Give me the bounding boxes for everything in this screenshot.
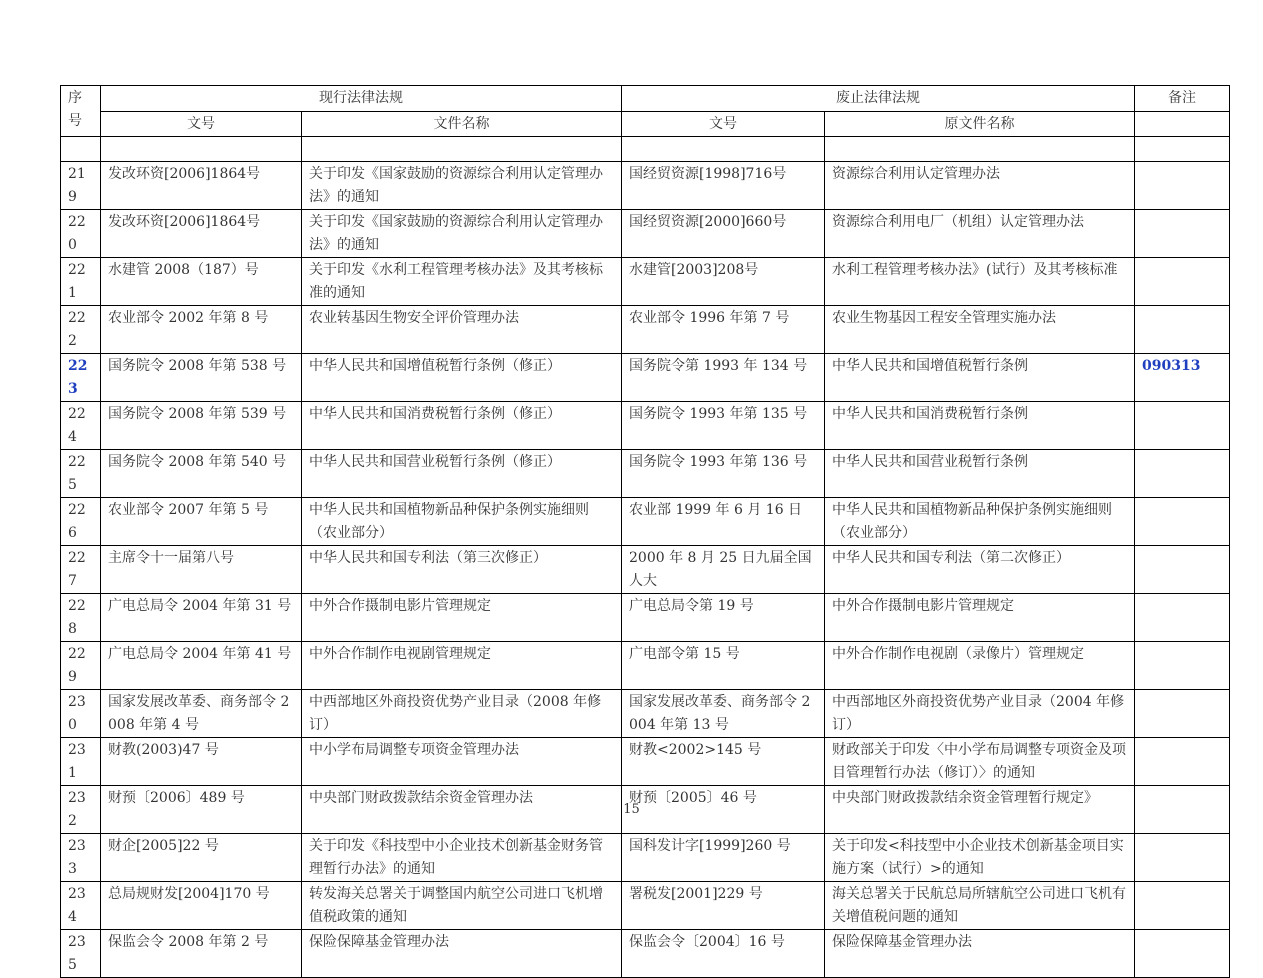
abolished-file-name-cell: 中华人民共和国植物新品种保护条例实施细则（农业部分） [825,498,1135,546]
current-doc-no-cell: 财企[2005]22 号 [101,834,302,882]
abolished-file-name-cell: 海关总署关于民航总局所辖航空公司进口飞机有关增值税问题的通知 [825,882,1135,930]
seq-cell: 223 [61,354,101,402]
current-doc-no-cell: 国务院令 2008 年第 539 号 [101,402,302,450]
header-current-group: 现行法律法规 [101,86,622,112]
abolished-doc-no-cell: 保监会令〔2004〕16 号 [622,930,825,978]
abolished-doc-no-cell: 农业部令 1996 年第 7 号 [622,306,825,354]
header-seq: 序号 [61,86,101,137]
seq-cell: 226 [61,498,101,546]
table-row [61,834,1230,882]
current-doc-no-cell: 总局规财发[2004]170 号 [101,882,302,930]
table-row [61,642,1230,690]
table-row [61,450,1230,498]
abolished-doc-no-cell: 农业部 1999 年 6 月 16 日 [622,498,825,546]
abolished-doc-no-cell: 财预〔2005〕46 号 [622,786,825,834]
seq-cell: 228 [61,594,101,642]
remark-cell [1135,834,1230,882]
abolished-file-name-cell: 财政部关于印发〈中小学布局调整专项资金及项目管理暂行办法（修订）〉的通知 [825,738,1135,786]
header-row-2 [61,111,1230,137]
blank-row [61,137,1230,162]
header-abolished-doc-no: 文号 [622,111,825,137]
remark-cell [1135,882,1230,930]
remark-cell [1135,450,1230,498]
law-table [60,85,1230,978]
remark-cell [1135,690,1230,738]
abolished-file-name-cell: 农业生物基因工程安全管理实施办法 [825,306,1135,354]
blank-cell [101,137,302,162]
abolished-doc-no-cell: 国家发展改革委、商务部令 2004 年第 13 号 [622,690,825,738]
abolished-doc-no-cell: 国经贸资源[1998]716号 [622,162,825,210]
current-file-name-cell: 中央部门财政拨款结余资金管理办法 [302,786,622,834]
current-file-name-cell: 中外合作摄制电影片管理规定 [302,594,622,642]
remark-cell [1135,594,1230,642]
abolished-file-name-cell: 关于印发<科技型中小企业技术创新基金项目实施方案（试行）>的通知 [825,834,1135,882]
abolished-file-name-cell: 中西部地区外商投资优势产业目录（2004 年修订） [825,690,1135,738]
blank-cell [622,137,825,162]
abolished-doc-no-cell: 国务院令第 1993 年 134 号 [622,354,825,402]
current-doc-no-cell: 国务院令 2008 年第 538 号 [101,354,302,402]
abolished-doc-no-cell: 广电总局令第 19 号 [622,594,825,642]
abolished-file-name-cell: 中外合作摄制电影片管理规定 [825,594,1135,642]
table-row [61,306,1230,354]
table-row [61,738,1230,786]
current-file-name-cell: 中华人民共和国消费税暂行条例（修正） [302,402,622,450]
remark-cell [1135,258,1230,306]
current-doc-no-cell: 国家发展改革委、商务部令 2008 年第 4 号 [101,690,302,738]
header-current-doc-no: 文号 [101,111,302,137]
abolished-file-name-cell: 中华人民共和国营业税暂行条例 [825,450,1135,498]
table-row [61,498,1230,546]
abolished-file-name-cell: 资源综合利用认定管理办法 [825,162,1135,210]
remark-cell [1135,498,1230,546]
table-row [61,162,1230,210]
abolished-file-name-cell: 中华人民共和国专利法（第二次修正） [825,546,1135,594]
abolished-doc-no-cell: 水建管[2003]208号 [622,258,825,306]
seq-cell: 222 [61,306,101,354]
seq-cell: 227 [61,546,101,594]
remark-cell: 090313 [1135,354,1230,402]
seq-cell: 229 [61,642,101,690]
abolished-doc-no-cell: 国经贸资源[2000]660号 [622,210,825,258]
abolished-file-name-cell: 中外合作制作电视剧（录像片）管理规定 [825,642,1135,690]
current-file-name-cell: 关于印发《国家鼓励的资源综合利用认定管理办法》的通知 [302,210,622,258]
seq-cell: 221 [61,258,101,306]
seq-cell: 234 [61,882,101,930]
abolished-doc-no-cell: 署税发[2001]229 号 [622,882,825,930]
header-current-file-name: 文件名称 [302,111,622,137]
seq-cell: 231 [61,738,101,786]
current-file-name-cell: 转发海关总署关于调整国内航空公司进口飞机增值税政策的通知 [302,882,622,930]
abolished-file-name-cell: 中华人民共和国增值税暂行条例 [825,354,1135,402]
current-file-name-cell: 中华人民共和国营业税暂行条例（修正） [302,450,622,498]
current-file-name-cell: 中华人民共和国增值税暂行条例（修正） [302,354,622,402]
blank-cell [1135,137,1230,162]
seq-cell: 219 [61,162,101,210]
current-file-name-cell: 中西部地区外商投资优势产业目录（2008 年修订） [302,690,622,738]
header-abolished-group: 废止法律法规 [622,86,1135,112]
abolished-file-name-cell: 中华人民共和国消费税暂行条例 [825,402,1135,450]
header-abolished-file-name: 原文件名称 [825,111,1135,137]
remark-cell [1135,930,1230,978]
page-number: 15 [623,802,640,817]
blank-cell [825,137,1135,162]
table-row [61,546,1230,594]
current-doc-no-cell: 财教(2003)47 号 [101,738,302,786]
current-file-name-cell: 中华人民共和国专利法（第三次修正） [302,546,622,594]
current-doc-no-cell: 广电总局令 2004 年第 31 号 [101,594,302,642]
blank-cell [302,137,622,162]
current-doc-no-cell: 发改环资[2006]1864号 [101,210,302,258]
seq-cell: 230 [61,690,101,738]
abolished-doc-no-cell: 国务院令 1993 年第 136 号 [622,450,825,498]
abolished-doc-no-cell: 国务院令 1993 年第 135 号 [622,402,825,450]
table-row [61,690,1230,738]
current-file-name-cell: 中华人民共和国植物新品种保护条例实施细则（农业部分） [302,498,622,546]
abolished-file-name-cell: 水利工程管理考核办法》(试行）及其考核标准 [825,258,1135,306]
remark-cell [1135,546,1230,594]
current-doc-no-cell: 水建管 2008（187）号 [101,258,302,306]
blank-cell [61,137,101,162]
current-file-name-cell: 中外合作制作电视剧管理规定 [302,642,622,690]
header-row-1 [61,86,1230,112]
current-doc-no-cell: 广电总局令 2004 年第 41 号 [101,642,302,690]
abolished-doc-no-cell: 国科发计字[1999]260 号 [622,834,825,882]
table-row [61,354,1230,402]
remark-cell [1135,306,1230,354]
table-row [61,402,1230,450]
current-doc-no-cell: 农业部令 2002 年第 8 号 [101,306,302,354]
remark-cell [1135,162,1230,210]
abolished-doc-no-cell: 2000 年 8 月 25 日九届全国人大 [622,546,825,594]
header-remark: 备注 [1135,86,1230,112]
table-row [61,930,1230,978]
remark-cell [1135,738,1230,786]
seq-cell: 220 [61,210,101,258]
seq-cell: 232 [61,786,101,834]
seq-cell: 233 [61,834,101,882]
current-file-name-cell: 保险保障基金管理办法 [302,930,622,978]
table-row [61,210,1230,258]
table-row [61,594,1230,642]
remark-cell [1135,642,1230,690]
current-doc-no-cell: 发改环资[2006]1864号 [101,162,302,210]
seq-cell: 225 [61,450,101,498]
abolished-file-name-cell: 资源综合利用电厂（机组）认定管理办法 [825,210,1135,258]
remark-cell [1135,402,1230,450]
seq-cell: 224 [61,402,101,450]
current-doc-no-cell: 农业部令 2007 年第 5 号 [101,498,302,546]
table-row [61,258,1230,306]
header-remark-blank [1135,111,1230,137]
table-row [61,882,1230,930]
current-doc-no-cell: 财预〔2006〕489 号 [101,786,302,834]
seq-cell: 235 [61,930,101,978]
current-doc-no-cell: 主席令十一届第八号 [101,546,302,594]
abolished-doc-no-cell: 财教<2002>145 号 [622,738,825,786]
abolished-file-name-cell: 中央部门财政拨款结余资金管理暂行规定》 [825,786,1135,834]
current-file-name-cell: 农业转基因生物安全评价管理办法 [302,306,622,354]
current-file-name-cell: 中小学布局调整专项资金管理办法 [302,738,622,786]
current-doc-no-cell: 国务院令 2008 年第 540 号 [101,450,302,498]
abolished-file-name-cell: 保险保障基金管理办法 [825,930,1135,978]
current-file-name-cell: 关于印发《国家鼓励的资源综合利用认定管理办法》的通知 [302,162,622,210]
remark-cell [1135,210,1230,258]
current-file-name-cell: 关于印发《水利工程管理考核办法》及其考核标准的通知 [302,258,622,306]
current-doc-no-cell: 保监会令 2008 年第 2 号 [101,930,302,978]
current-file-name-cell: 关于印发《科技型中小企业技术创新基金财务管理暂行办法》的通知 [302,834,622,882]
abolished-doc-no-cell: 广电部令第 15 号 [622,642,825,690]
